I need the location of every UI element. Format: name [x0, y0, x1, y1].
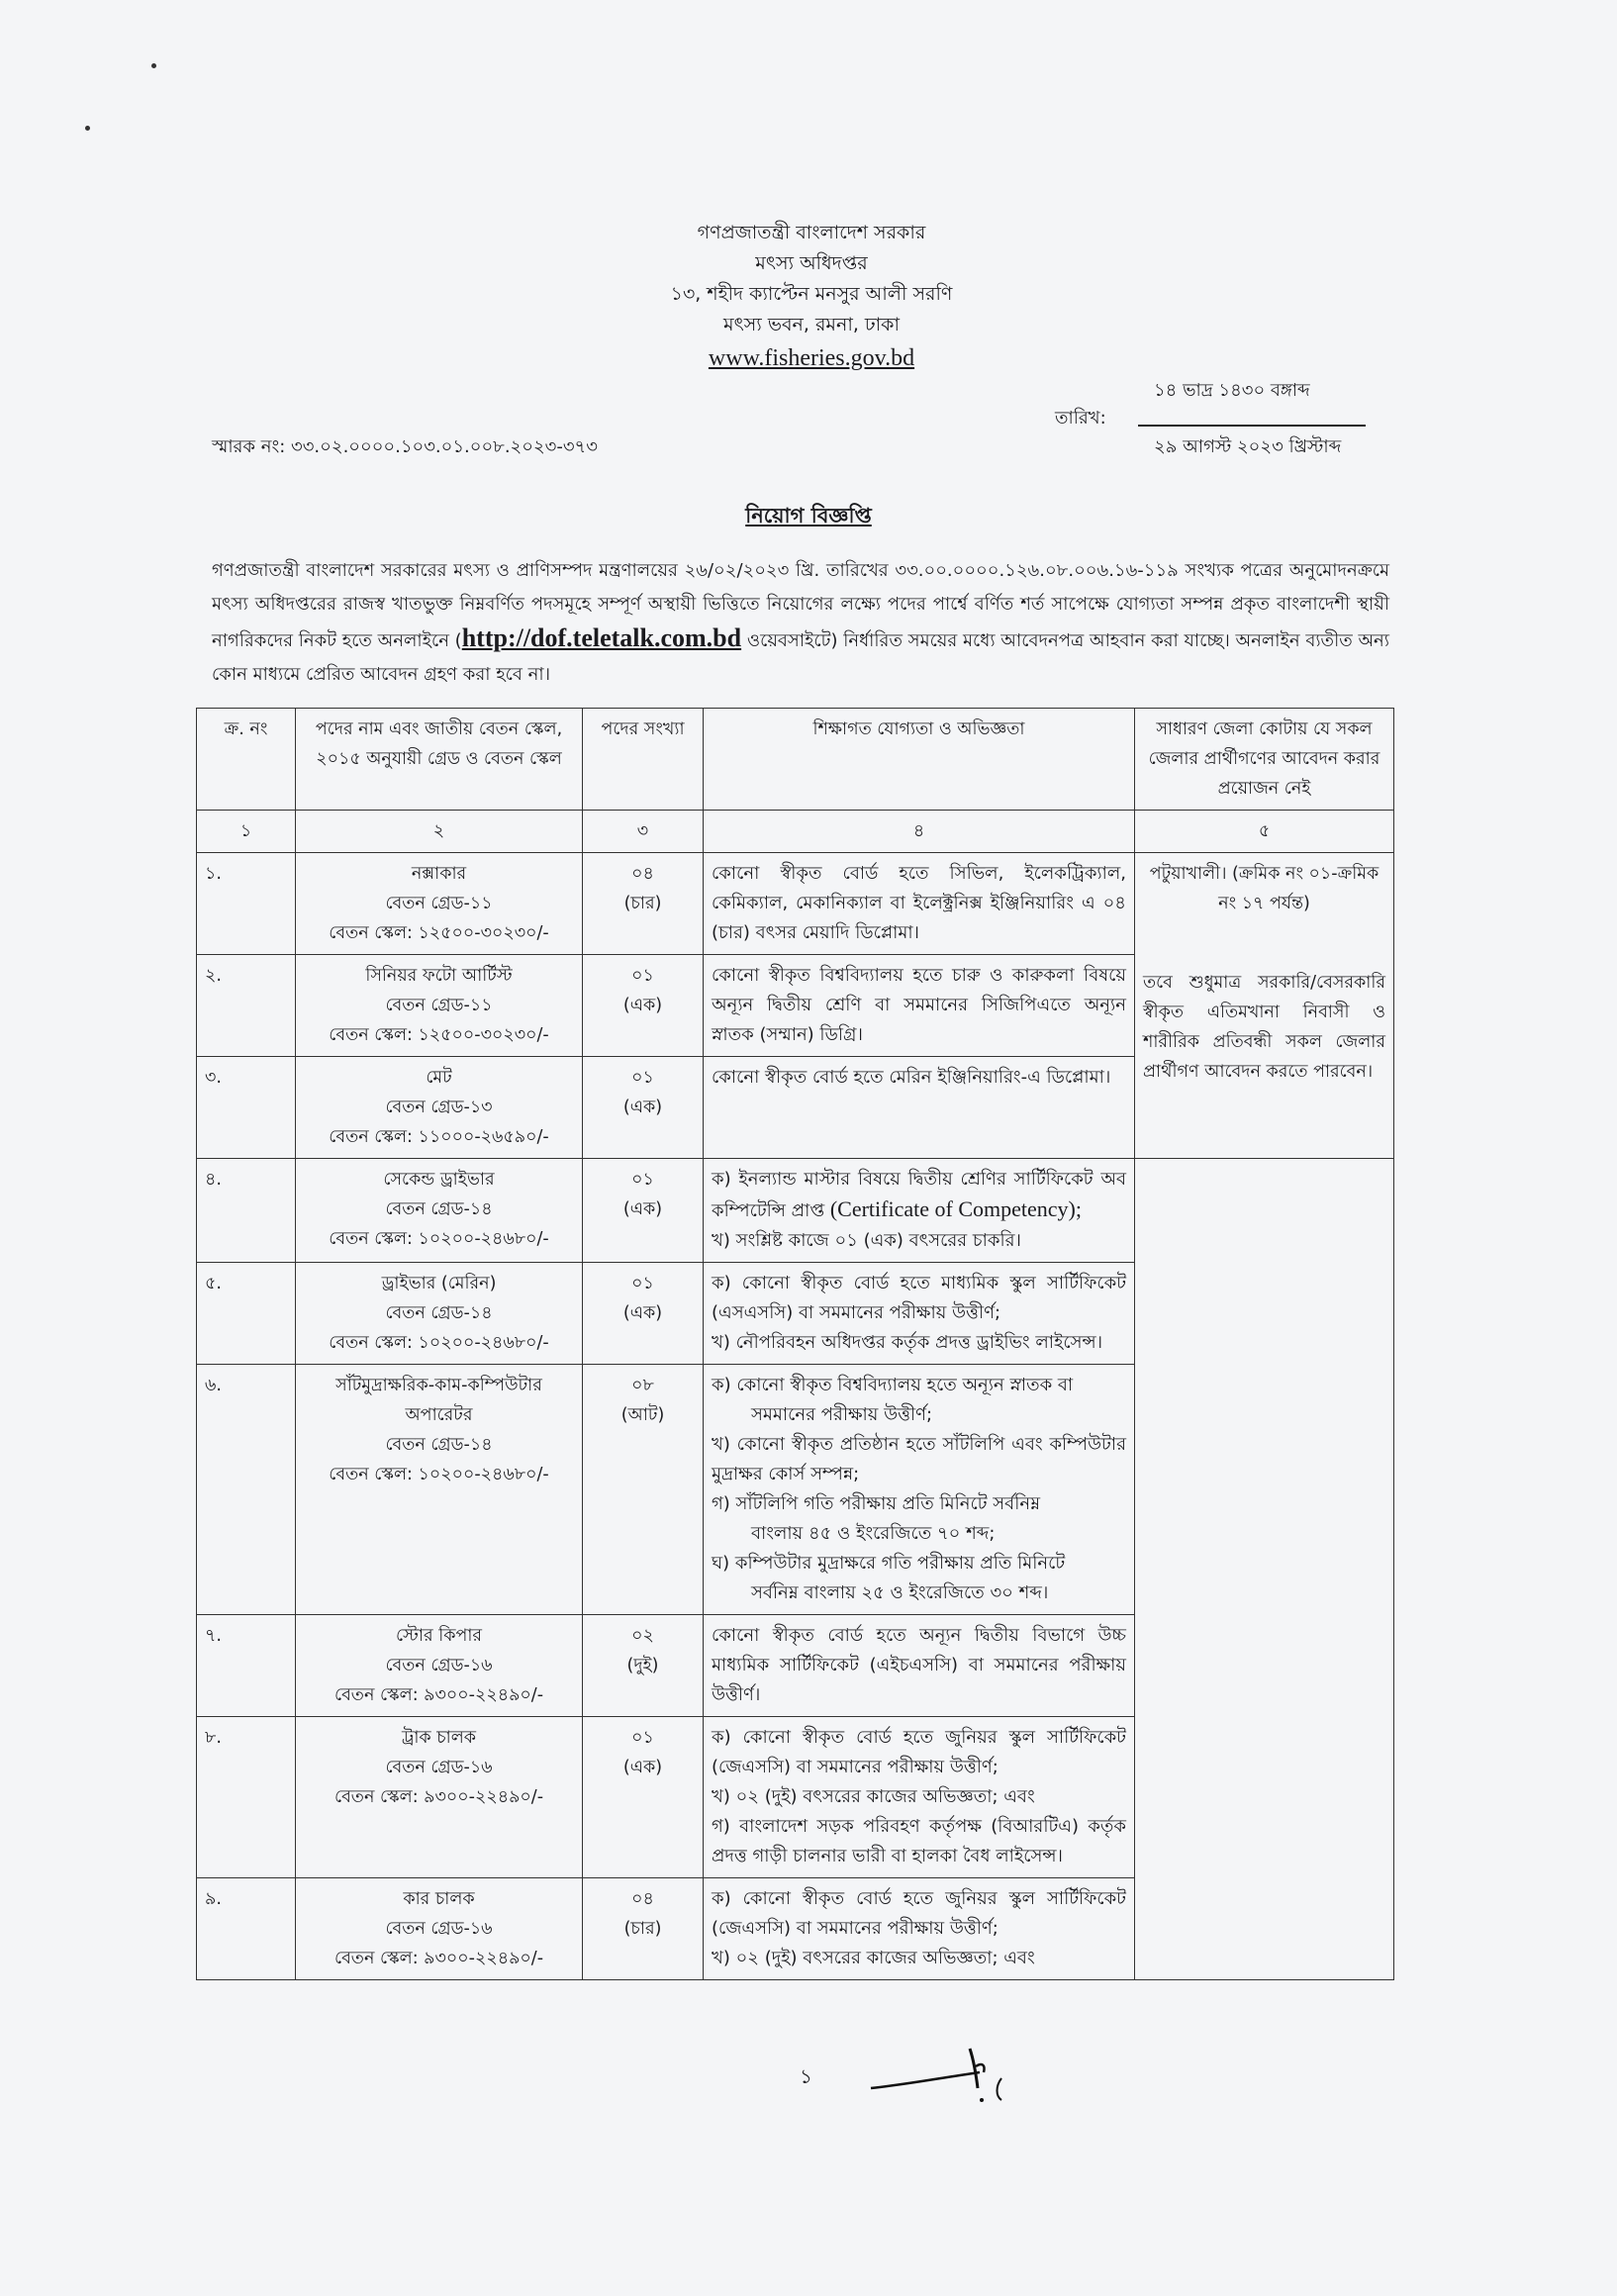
post-count-words: (দুই): [626, 1656, 659, 1675]
header-sl: ক্র. নং: [197, 709, 296, 811]
serial-number: ৯.: [197, 1878, 296, 1980]
quota-exception: তবে শুধুমাত্র সরকারি/বেসরকারি স্বীকৃত এতিমখানা নিবাসী ও শারীরিক প্রতিবন্ধী সকল জেলার প্রার্থীগণ আবেদন করতে পারবেন।: [1143, 973, 1385, 1082]
post-cell: [296, 1615, 583, 1717]
post-name: ড্রাইভার (মেরিন): [381, 1274, 497, 1293]
posts-table: [196, 708, 1394, 1980]
post-name: কার চালক: [403, 1889, 475, 1909]
qualification-line: কোনো স্বীকৃত বোর্ড হতে অন্যূন দ্বিতীয় বিভাগে উচ্চ মাধ্যমিক সার্টিফিকেট (এইচএসসি) বা সমমানের পরীক্ষায় উত্তীর্ণ।: [712, 1625, 1126, 1705]
qualification-line: কোনো স্বীকৃত বিশ্ববিদ্যালয় হতে চারু ও কারুকলা বিষয়ে অন্যূন দ্বিতীয় শ্রেণি বা সমমানের সিজিপিএতে অন্যূন স্নাতক (সম্মান) ডিগ্রি।: [712, 965, 1126, 1045]
qualification-cell: [704, 1878, 1135, 1980]
qualification-line: [712, 1165, 1126, 1226]
qualification-line: ক) কোনো স্বীকৃত বোর্ড হতে মাধ্যমিক স্কুল সার্টিফিকেট (এসএসসি) বা সমমানের পরীক্ষায় উত্তীর্ণ;: [712, 1273, 1126, 1323]
pay-grade: বেতন গ্রেড-১৪: [385, 1435, 493, 1455]
post-cell: [296, 1365, 583, 1615]
post-count-cell: [583, 1057, 704, 1159]
header-post: পদের নাম এবং জাতীয় বেতন স্কেল, ২০১৫ অনুযায়ী গ্রেড ও বেতন স্কেল: [296, 709, 583, 811]
post-name: মেট: [426, 1068, 452, 1088]
address-line: মৎস্য ভবন, রমনা, ঢাকা: [723, 314, 900, 335]
address-line: ১৩, শহীদ ক্যাপ্টেন মনসুর আলী সরণি: [670, 283, 953, 305]
notice-title: নিয়োগ বিজ্ঞপ্তি: [745, 504, 872, 527]
serial-number: ৭.: [197, 1615, 296, 1717]
post-name: সাঁটমুদ্রাক্ষরিক-কাম-কম্পিউটার অপারেটর: [335, 1376, 542, 1425]
post-count-words: (এক): [622, 1758, 663, 1777]
pay-scale: বেতন স্কেল: ১০২০০-২৪৬৮০/-: [329, 1333, 549, 1353]
qualification-english-term: (Certificate of Competency);: [829, 1196, 1082, 1221]
post-count-words: (এক): [622, 1199, 663, 1219]
post-name: স্টোর কিপার: [395, 1626, 483, 1646]
post-name: সেকেন্ড ড্রাইভার: [383, 1170, 495, 1190]
pay-grade: বেতন গ্রেড-১৪: [385, 1199, 493, 1219]
pay-scale: বেতন স্কেল: ৯৩০০-২২৪৯০/-: [333, 1787, 544, 1807]
post-count: ০১: [631, 1728, 654, 1748]
post-cell: [296, 1878, 583, 1980]
qualification-cell: [704, 1365, 1135, 1615]
qualification-cell: [704, 1159, 1135, 1263]
post-name: সিনিয়র ফটো আর্টিস্ট: [365, 966, 513, 986]
qualification-cell: [704, 853, 1135, 955]
post-count: ০১: [631, 966, 654, 986]
department-name: মৎস্য অধিদপ্তর: [755, 252, 868, 274]
post-count-cell: [583, 955, 704, 1057]
post-count-cell: [583, 1878, 704, 1980]
qualification-cell: [704, 1263, 1135, 1365]
post-count: ০২: [631, 1626, 654, 1646]
qualification-cell: [704, 1615, 1135, 1717]
pay-scale: বেতন স্কেল: ৯৩০০-২২৪৯০/-: [333, 1949, 544, 1968]
post-count: ০৪: [631, 864, 654, 884]
pay-scale: বেতন স্কেল: ১০২০০-২৪৬৮০/-: [329, 1465, 549, 1484]
header-count: পদের সংখ্যা: [583, 709, 704, 811]
intro-text: গণপ্রজাতন্ত্রী বাংলাদেশ সরকারের মৎস্য ও প্রাণিসম্পদ মন্ত্রণালয়ের ২৬/০২/২০২৩ খ্রি. তারিখের ৩৩.০০.০০০০.১২৬.০৮.০০৬.১৬-১১৯ সংখ্যক পত্রের অনুমোদনক্রমে মৎস্য অধিদপ্তরের রাজস্ব খাতভুক্ত নিম্নবর্ণিত পদসমূহে সম্পূর্ণ অস্থায়ী ভিত্তিতে নিয়োগের লক্ষ্যে পদের পার্শ্বে বর্ণিত শর্ত সাপেক্ষে যোগ্যতা সম্পন্ন প্রকৃত বাংলাদেশী স্থায়ী নাগরিকদের নিকট হতে অনলাইনে (: [212, 560, 1389, 651]
serial-number: ৩.: [197, 1057, 296, 1159]
qualification-line: গ) বাংলাদেশ সড়ক পরিবহণ কর্তৃপক্ষ (বিআরটিএ) কর্তৃক প্রদত্ত গাড়ী চালনার ভারী বা হালকা বৈধ লাইসেন্স।: [712, 1816, 1126, 1866]
pay-grade: বেতন গ্রেড-১৬: [385, 1656, 493, 1675]
qualification-line: খ) কোনো স্বীকৃত প্রতিষ্ঠান হতে সাঁটলিপি এবং কম্পিউটার মুদ্রাক্ষর কোর্স সম্পন্ন;: [712, 1434, 1126, 1484]
letterhead: [554, 218, 1069, 376]
pay-grade: বেতন গ্রেড-১৬: [385, 1758, 493, 1777]
website-link[interactable]: www.fisheries.gov.bd: [708, 345, 915, 371]
serial-number: ৮.: [197, 1717, 296, 1878]
signature-mark: [869, 2027, 1067, 2116]
serial-number: ৪.: [197, 1159, 296, 1263]
table-header-row: [197, 709, 1394, 811]
column-number: ৪: [704, 811, 1135, 853]
qualification-line: বাংলায় ৪৫ ও ইংরেজিতে ৭০ শব্দ;: [751, 1523, 996, 1544]
column-number: ৫: [1135, 811, 1394, 853]
post-count-cell: [583, 1263, 704, 1365]
column-number: ৩: [583, 811, 704, 853]
column-number: ২: [296, 811, 583, 853]
post-count-words: (চার): [623, 1919, 662, 1939]
post-name: নক্সাকার: [411, 864, 467, 884]
post-cell: [296, 853, 583, 955]
pay-grade: বেতন গ্রেড-১৩: [385, 1098, 493, 1117]
post-count-words: (এক): [622, 1303, 663, 1323]
quota-district: পটুয়াখালী। (ক্রমিক নং ০১-ক্রমিক নং ১৭ পর্যন্ত): [1149, 864, 1379, 913]
pay-grade: বেতন গ্রেড-১৪: [385, 1303, 493, 1323]
date-english: ২৯ আগস্ট ২০২৩ খ্রিস্টাব্দ: [1154, 436, 1342, 457]
page-number: ১: [800, 2064, 812, 2088]
post-count: ০১: [631, 1068, 654, 1088]
qualification-line: ক) কোনো স্বীকৃত বোর্ড হতে জুনিয়র স্কুল সার্টিফিকেট (জেএসসি) বা সমমানের পরীক্ষায় উত্তীর্ণ;: [712, 1888, 1126, 1939]
pay-scale: বেতন স্কেল: ১২৫০০-৩০২৩০/-: [329, 1025, 549, 1045]
scan-speck: [85, 126, 90, 131]
column-number-row: [197, 811, 1394, 853]
post-count-cell: [583, 1615, 704, 1717]
pay-grade: বেতন গ্রেড-১১: [385, 996, 493, 1015]
table-row: [197, 853, 1394, 955]
post-count-words: (চার): [623, 894, 662, 913]
post-name: ট্রাক চালক: [401, 1728, 477, 1748]
post-count-cell: [583, 1365, 704, 1615]
qualification-line: সর্বনিম্ন বাংলায় ২৫ ও ইংরেজিতে ৩০ শব্দ।: [751, 1582, 1049, 1603]
memo-number: স্মারক নং: ৩৩.০২.০০০০.১০৩.০১.০০৮.২০২৩-৩৭৩: [212, 436, 598, 457]
qualification-text: ক) ইনল্যান্ড মাস্টার বিষয়ে দ্বিতীয় শ্রেণির সার্টিফিকেট অব কম্পিটেন্সি প্রাপ্ত: [712, 1169, 1126, 1221]
post-count: ০১: [631, 1170, 654, 1190]
qualification-cell: [704, 1057, 1135, 1159]
date-divider: [1138, 425, 1366, 427]
post-cell: [296, 955, 583, 1057]
intro-paragraph: [212, 554, 1389, 692]
post-count: ০৪: [631, 1889, 654, 1909]
quota-cell: [1135, 853, 1394, 1159]
quota-cell-empty: [1135, 1159, 1394, 1980]
qualification-line: খ) নৌপরিবহন অধিদপ্তর কর্তৃক প্রদত্ত ড্রাইভিং লাইসেন্স।: [712, 1332, 1103, 1353]
qualification-line: ঘ) কম্পিউটার মুদ্রাক্ষরে গতি পরীক্ষায় প্রতি মিনিটে: [712, 1553, 1066, 1574]
qualification-line: সমমানের পরীক্ষায় উত্তীর্ণ;: [751, 1404, 933, 1425]
qualification-line: খ) ০২ (দুই) বৎসরের কাজের অভিজ্ঞতা; এবং: [712, 1786, 1035, 1807]
pay-scale: বেতন স্কেল: ৯৩০০-২২৪৯০/-: [333, 1685, 544, 1705]
application-site-link[interactable]: http://dof.teletalk.com.bd: [461, 623, 742, 652]
date-label: তারিখ:: [1055, 408, 1106, 429]
header-qualification: শিক্ষাগত যোগ্যতা ও অভিজ্ঞতা: [704, 709, 1135, 811]
table-row: [197, 1159, 1394, 1263]
pay-scale: বেতন স্কেল: ১০২০০-২৪৬৮০/-: [329, 1229, 549, 1249]
post-cell: [296, 1717, 583, 1878]
post-count-cell: [583, 1159, 704, 1263]
header-quota: সাধারণ জেলা কোটায় যে সকল জেলার প্রার্থীগণের আবেদন করার প্রয়োজন নেই: [1135, 709, 1394, 811]
qualification-line: খ) ০২ (দুই) বৎসরের কাজের অভিজ্ঞতা; এবং: [712, 1948, 1035, 1968]
post-cell: [296, 1159, 583, 1263]
column-number: ১: [197, 811, 296, 853]
scan-speck: [151, 63, 156, 68]
qualification-line: ক) কোনো স্বীকৃত বিশ্ববিদ্যালয় হতে অন্যূন স্নাতক বা: [712, 1375, 1074, 1395]
qualification-line: ক) কোনো স্বীকৃত বোর্ড হতে জুনিয়র স্কুল সার্টিফিকেট (জেএসসি) বা সমমানের পরীক্ষায় উত্তীর্ণ;: [712, 1727, 1126, 1777]
post-cell: [296, 1057, 583, 1159]
post-count-cell: [583, 853, 704, 955]
qualification-line: গ) সাঁটলিপি গতি পরীক্ষায় প্রতি মিনিটে সর্বনিম্ন: [712, 1493, 1041, 1514]
pay-scale: বেতন স্কেল: ১২৫০০-৩০২৩০/-: [329, 923, 549, 943]
intro-text: ওয়েবসাইটে) নির্ধারিত সময়ের মধ্যে আবেদনপত্র আহবান করা যাচ্ছে। অনলাইন ব্যতীত অন্য কোন মাধ্যমে প্রেরিত আবেদন গ্রহণ করা হবে না।: [212, 630, 1389, 685]
post-count-words: (এক): [622, 1098, 663, 1117]
qualification-cell: [704, 1717, 1135, 1878]
serial-number: ২.: [197, 955, 296, 1057]
post-cell: [296, 1263, 583, 1365]
pay-scale: বেতন স্কেল: ১১০০০-২৬৫৯০/-: [329, 1127, 549, 1147]
serial-number: ৬.: [197, 1365, 296, 1615]
pay-grade: বেতন গ্রেড-১৬: [385, 1919, 493, 1939]
date-bangla: ১৪ ভাদ্র ১৪৩০ বঙ্গাব্দ: [1154, 380, 1310, 401]
pay-grade: বেতন গ্রেড-১১: [385, 894, 493, 913]
post-count-cell: [583, 1717, 704, 1878]
qualification-cell: [704, 955, 1135, 1057]
post-count: ০৮: [631, 1376, 654, 1395]
serial-number: ৫.: [197, 1263, 296, 1365]
qualification-line: কোনো স্বীকৃত বোর্ড হতে সিভিল, ইলেকট্রিক্যাল, কেমিক্যাল, মেকানিক্যাল বা ইলেক্ট্রনিক্স ইঞ্জিনিয়ারিং এ ০৪ (চার) বৎসর মেয়াদি ডিপ্লোমা।: [712, 863, 1126, 943]
post-count: ০১: [631, 1274, 654, 1293]
post-count-words: (আট): [620, 1405, 665, 1425]
qualification-line: কোনো স্বীকৃত বোর্ড হতে মেরিন ইঞ্জিনিয়ারিং-এ ডিপ্লোমা।: [712, 1067, 1111, 1088]
serial-number: ১.: [197, 853, 296, 955]
post-count-words: (এক): [622, 996, 663, 1015]
govt-name: গণপ্রজাতন্ত্রী বাংলাদেশ সরকার: [697, 222, 926, 243]
qualification-line: খ) সংশ্লিষ্ট কাজে ০১ (এক) বৎসরের চাকরি।: [712, 1230, 1021, 1251]
